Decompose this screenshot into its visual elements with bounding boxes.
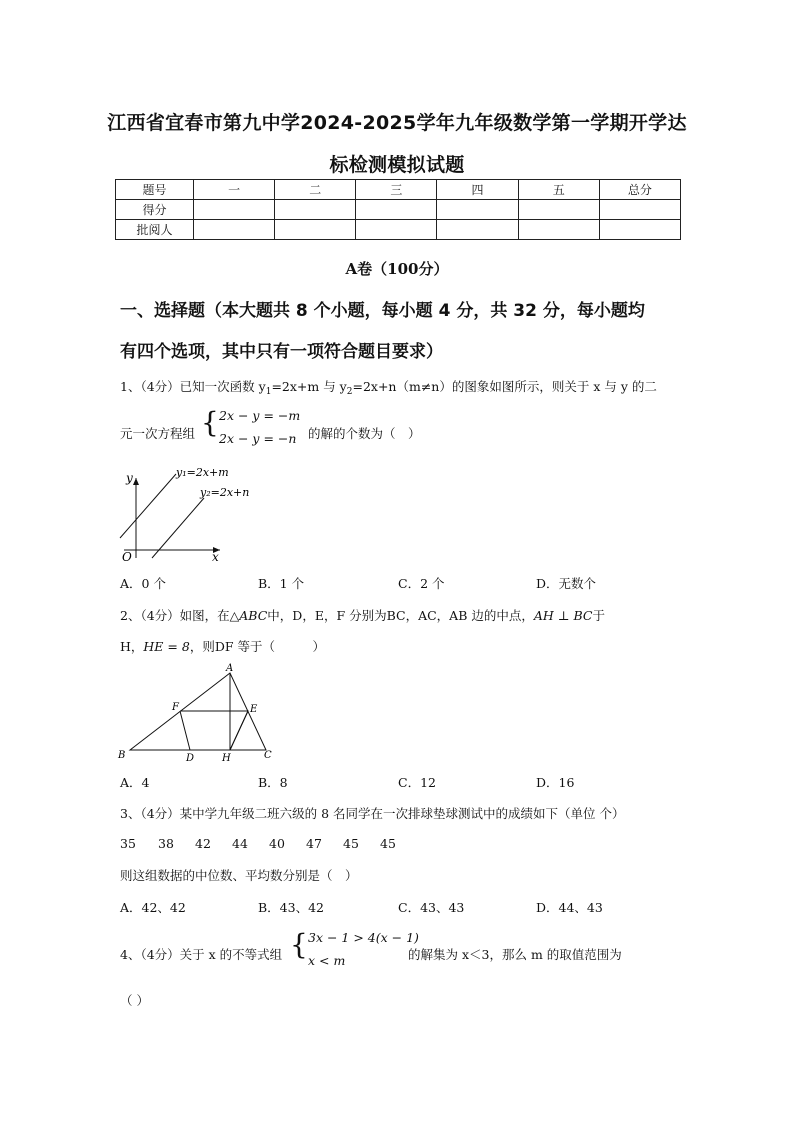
section-heading-line1: 一、选择题（本大题共 8 个小题，每小题 4 分，共 32 分，每小题均	[120, 301, 645, 321]
score-cell	[275, 200, 356, 220]
q1-equation-1: 2x − y = −m	[219, 408, 301, 423]
score-cell	[356, 220, 437, 240]
score-table-row-label: 得分	[116, 200, 194, 220]
q1-text-line2-prefix: 元一次方程组	[120, 426, 196, 441]
score-cell	[518, 220, 599, 240]
q3-number: 3、（4分）	[120, 806, 180, 821]
score-table	[115, 179, 681, 240]
q3-text-line1	[120, 804, 625, 822]
point-c-label: C	[264, 750, 272, 761]
point-f-label: F	[172, 702, 179, 713]
q1-equation-2: 2x − y = −n	[219, 431, 297, 446]
q2-text: 如图，在	[179, 608, 230, 623]
q4-text: 关于 x 的不等式组	[179, 947, 283, 962]
q2-text: 于	[592, 608, 605, 623]
point-b-label: B	[118, 750, 126, 761]
line-y2	[152, 498, 204, 558]
q3-score: 47	[306, 836, 322, 851]
q3-option-c: C．43、43	[398, 900, 465, 915]
q1-option-d: D．无数个	[536, 576, 597, 591]
q2-text: 中，D，E，F 分别为BC，AC，AB 边的中点，	[267, 608, 534, 623]
line-y1-label: y₁=2x+m	[176, 466, 229, 479]
section-heading-line2: 有四个选项，其中只有一项符合题目要求）	[120, 342, 443, 362]
q3-option-a: A．42、42	[120, 900, 186, 915]
brace-icon: {	[290, 928, 308, 961]
score-table-header-cell: 总分	[599, 180, 680, 200]
q2-option-a: A．4	[120, 775, 150, 790]
q3-question: 则这组数据的中位数、平均数分别是（ ）	[120, 868, 358, 883]
exam-title-line2: 标检测模拟试题	[329, 154, 465, 176]
score-table-header-cell: 四	[437, 180, 518, 200]
x-axis-label: x	[212, 550, 219, 564]
segment-he	[230, 711, 248, 750]
q4-text-prefix	[120, 945, 282, 963]
line-y2-label: y₂=2x+n	[200, 486, 250, 499]
q2-text: ，则DF 等于（ ）	[189, 639, 325, 654]
y-axis-arrow-icon	[133, 478, 139, 485]
score-table-header-row	[116, 180, 681, 200]
score-cell	[194, 220, 275, 240]
q4-inequality-2: x < m	[308, 953, 346, 968]
q1-text-line2-suffix: 的解的个数为（ ）	[308, 426, 421, 441]
score-cell	[437, 220, 518, 240]
q4-text-suffix: 的解集为 x＜3，那么 m 的取值范围为	[408, 947, 622, 962]
score-table-header-cell: 三	[356, 180, 437, 200]
q3-option-b: B．43、42	[258, 900, 324, 915]
q2-math: AH ⊥ BC	[533, 608, 593, 623]
q1-text: 已知一次函数 y	[179, 379, 266, 394]
q2-number: 2、（4分）	[120, 608, 180, 623]
point-h-label: H	[222, 753, 231, 764]
q3-score: 45	[343, 836, 359, 851]
score-table-row	[116, 200, 681, 220]
q1-number: 1、（4分）	[120, 379, 180, 394]
q1-option-a: A．0 个	[120, 576, 166, 591]
point-d-label: D	[186, 753, 195, 764]
q3-scores	[120, 836, 417, 851]
q2-option-b: B．8	[258, 775, 288, 790]
score-table-header-cell: 题号	[116, 180, 194, 200]
parallelogram-fedh	[180, 711, 248, 750]
q4-inequality-1: 3x − 1 > 4(x − 1)	[308, 930, 419, 945]
q2-option-d: D．16	[536, 775, 575, 790]
q2-math: △ABC	[229, 608, 268, 623]
q4-number: 4、（4分）	[120, 947, 180, 962]
q1-sub: 2	[346, 387, 353, 397]
score-cell	[599, 220, 680, 240]
q3-score: 44	[232, 836, 248, 851]
score-table-header-cell: 五	[518, 180, 599, 200]
q2-text-line2	[120, 637, 325, 655]
score-cell	[599, 200, 680, 220]
point-e-label: E	[250, 704, 258, 715]
score-cell	[356, 200, 437, 220]
score-table-row	[116, 220, 681, 240]
q1-option-c: C．2 个	[398, 576, 445, 591]
q2-math: HE = 8	[143, 639, 190, 654]
score-table-header-cell: 一	[194, 180, 275, 200]
q3-text: 某中学九年级二班六级的 8 名同学在一次排球垫球测试中的成绩如下（单位 个）	[179, 806, 625, 821]
q2-text: H，	[120, 639, 144, 654]
brace-icon: {	[201, 406, 219, 439]
q1-option-b: B．1 个	[258, 576, 305, 591]
q1-text: =2x+m 与 y	[271, 379, 347, 394]
q3-option-d: D．44、43	[536, 900, 603, 915]
volume-heading: A卷（100分）	[345, 260, 449, 278]
q4-answer-paren: （ ）	[120, 993, 149, 1008]
score-cell	[194, 200, 275, 220]
y-axis-label: y	[126, 471, 133, 485]
q3-score: 38	[158, 836, 174, 851]
q3-score: 45	[380, 836, 396, 851]
q2-option-c: C．12	[398, 775, 436, 790]
q2-text-line1	[120, 606, 605, 624]
score-cell	[518, 200, 599, 220]
score-table-row-label: 批阅人	[116, 220, 194, 240]
origin-label: O	[122, 550, 132, 564]
q1-text-line1	[120, 377, 657, 397]
q2-figure	[112, 660, 282, 766]
q1-sub: 1	[265, 387, 272, 397]
q1-graph	[112, 460, 272, 564]
q3-score: 42	[195, 836, 211, 851]
score-cell	[437, 200, 518, 220]
exam-title-line1: 江西省宜春市第九中学2024-2025学年九年级数学第一学期开学达	[107, 112, 687, 134]
q3-score: 40	[269, 836, 285, 851]
score-cell	[275, 220, 356, 240]
q3-score: 35	[120, 836, 136, 851]
score-table-header-cell: 二	[275, 180, 356, 200]
point-a-label: A	[226, 663, 234, 674]
q1-text: =2x+n（m≠n）的图象如图所示，则关于 x 与 y 的二	[352, 379, 657, 394]
